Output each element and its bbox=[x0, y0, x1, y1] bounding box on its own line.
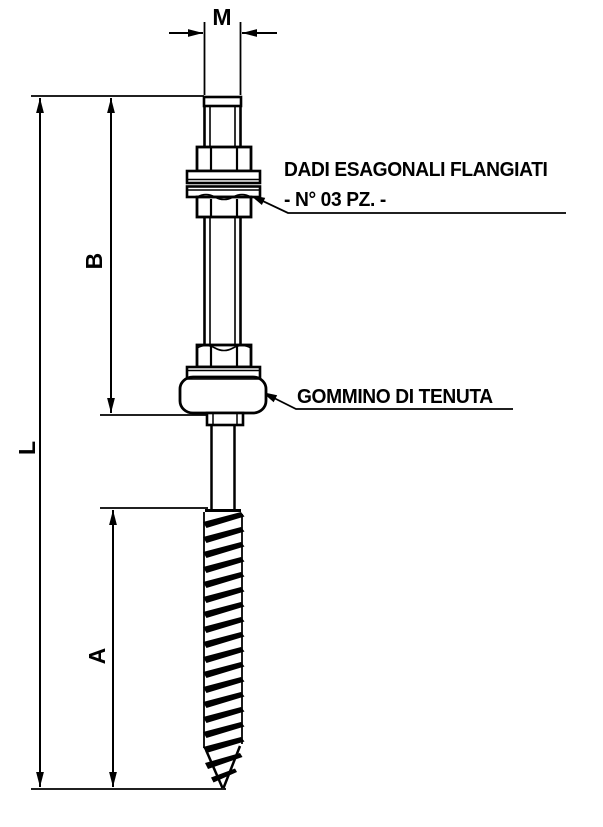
threaded-rod-upper bbox=[205, 106, 241, 147]
dimension-label-l: L bbox=[14, 440, 40, 456]
callout-sealing-rubber: GOMMINO DI TENUTA bbox=[297, 386, 493, 408]
callout-flanged-nuts-line2: - N° 03 PZ. - bbox=[284, 189, 386, 211]
plain-shank bbox=[212, 425, 235, 510]
dimension-label-a: A bbox=[84, 647, 110, 665]
flanged-nut-pair bbox=[187, 147, 260, 217]
threaded-rod-middle bbox=[205, 217, 241, 345]
callout-flanged-nuts-line1: DADI ESAGONALI FLANGIATI bbox=[284, 159, 548, 181]
dimension-label-b: B bbox=[81, 252, 107, 270]
dimension-label-m: M bbox=[212, 4, 232, 30]
stud-top bbox=[204, 97, 241, 106]
wood-thread bbox=[203, 511, 245, 783]
neck-under-rubber bbox=[207, 413, 243, 425]
sealing-rubber-shape bbox=[180, 377, 266, 413]
flanged-nut-lower bbox=[187, 345, 260, 378]
